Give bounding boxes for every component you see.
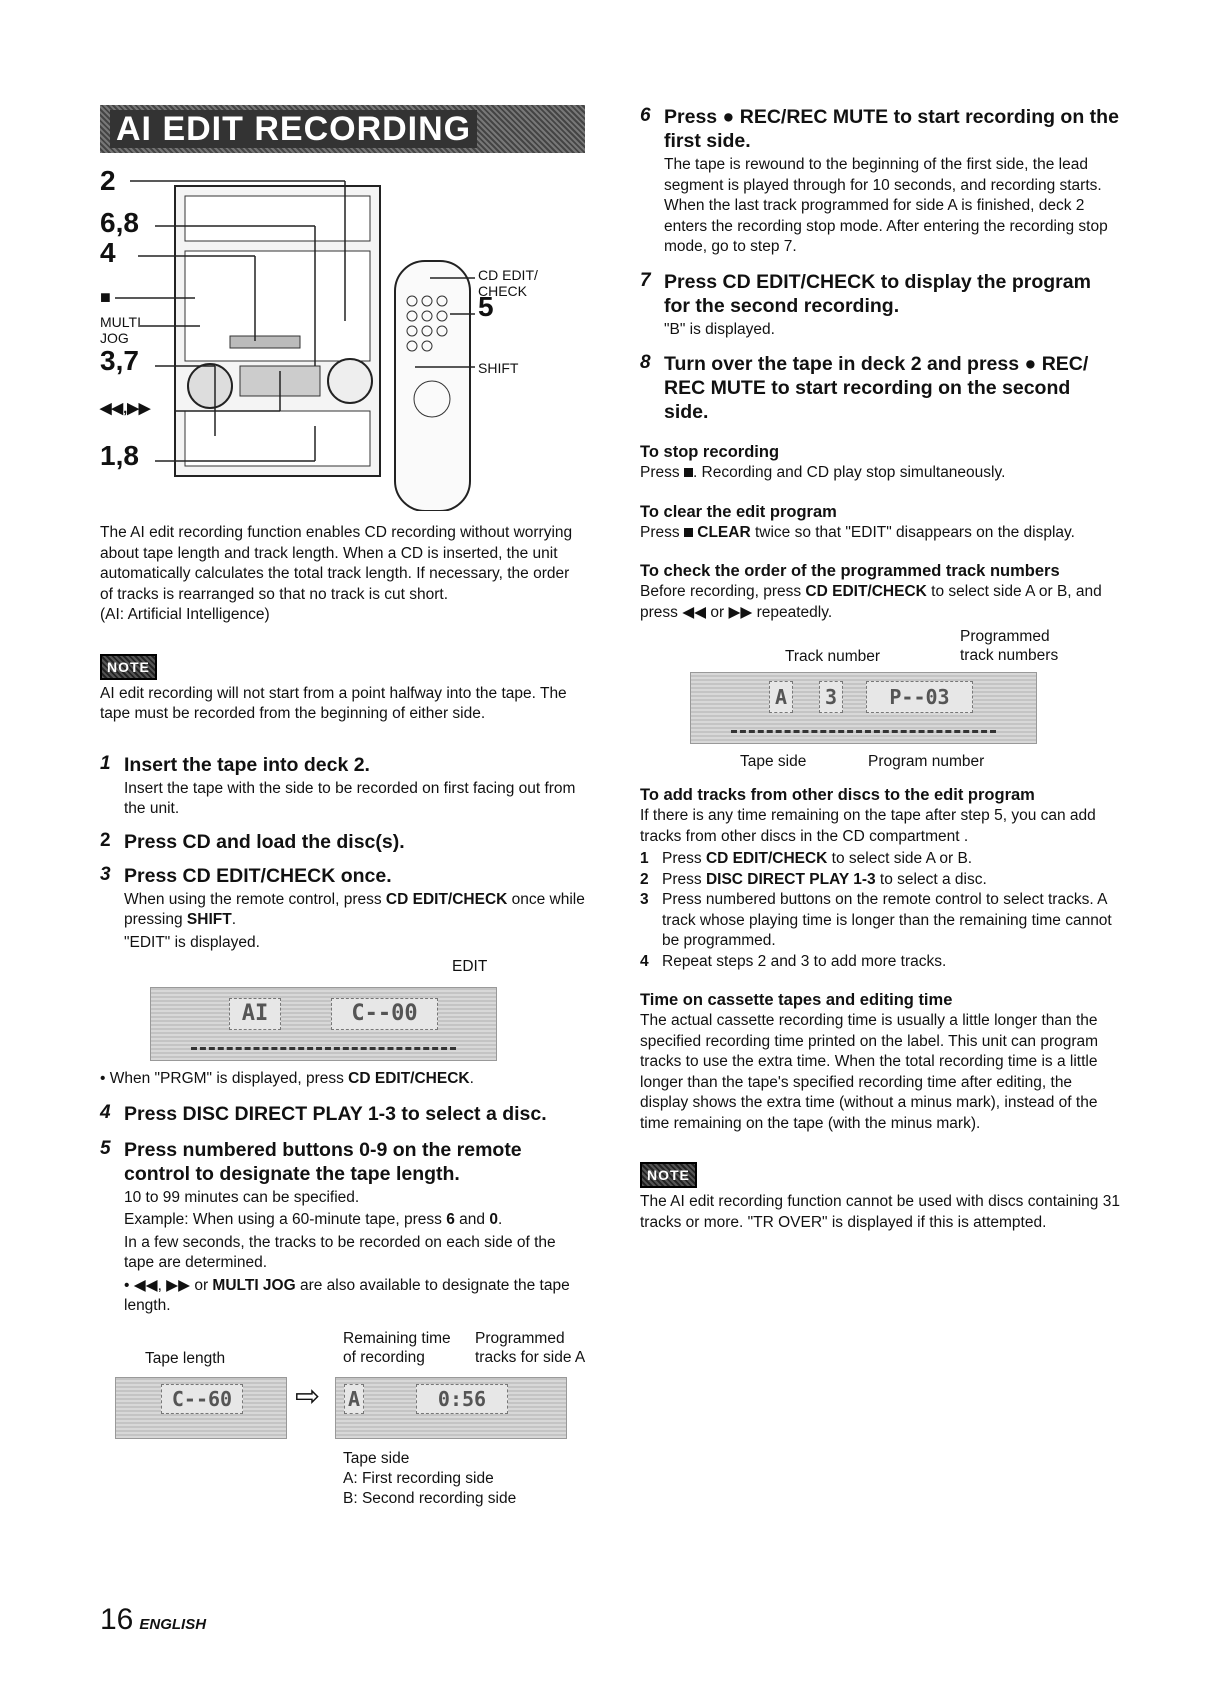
intro-abbrev: (AI: Artificial Intelligence)	[100, 606, 270, 623]
check-heading: To check the order of the programmed track numbers	[640, 562, 1060, 580]
step-number: 1	[100, 752, 111, 774]
note-2	[640, 1162, 1120, 1233]
callout-5: 5	[478, 291, 494, 322]
language-label: ENGLISH	[139, 1616, 207, 1633]
edit-label: EDIT	[452, 958, 488, 975]
lcd-side: A	[344, 1384, 364, 1414]
step-number: 3	[100, 863, 111, 885]
tape-length-label: Tape length	[145, 1349, 226, 1367]
note-badge: NOTE	[640, 1162, 697, 1188]
list-item: 3 Press numbered buttons on the remote control to select tracks. A track whose playing time is longer than the remaining time cannot be programmed.	[640, 891, 1112, 949]
step-3	[100, 864, 585, 954]
step-example: Example: When using a 60-minute tape, press 6 and 0.	[124, 1211, 503, 1228]
edit-lcd	[150, 987, 497, 1061]
track-number-label: Track number	[785, 648, 881, 665]
step-text: "B" is displayed.	[664, 320, 775, 338]
step-4	[100, 1102, 585, 1126]
step-title: Insert the tape into deck 2.	[124, 753, 370, 776]
callout-stop-icon: ■	[100, 287, 111, 307]
step-text-2: In a few seconds, the tracks to be recorded on each side of the tape are determined.	[124, 1233, 556, 1271]
step-title: Press CD and load the disc(s).	[124, 830, 405, 853]
note-badge: NOTE	[100, 654, 157, 680]
step-5	[100, 1138, 585, 1317]
list-item: 2 Press DISC DIRECT PLAY 1-3 to select a disc.	[640, 870, 987, 888]
list-item: 1 Press CD EDIT/CHECK to select side A or B.	[640, 850, 973, 867]
step-text-2: "EDIT" is displayed.	[124, 933, 260, 951]
stop-icon	[684, 528, 693, 537]
left-column	[100, 105, 585, 1519]
unit-diagram	[100, 165, 585, 511]
arrow-icon: ⇨	[295, 1379, 321, 1413]
stereo-unit-illustration	[100, 165, 585, 511]
clear-text: Press CLEAR twice so that "EDIT" disappears on the display.	[640, 523, 1075, 541]
step-text: Insert the tape with the side to be recorded on first facing out from the unit.	[124, 779, 576, 817]
page-banner: AI EDIT RECORDING	[100, 105, 585, 153]
stop-heading: To stop recording	[640, 443, 780, 461]
remaining-time-label: Remaining time of recording	[343, 1329, 451, 1366]
step-text: The tape is rewound to the beginning of the first side, the lead segment is played through for 10 seconds, and recording starts. When the last track programmed for side A is finished, deck 2 enters the recording stop mode. After entering the recording stop mode, go to step 7.	[664, 156, 1108, 255]
right-column	[640, 105, 1120, 1233]
callout-4: 4	[100, 237, 116, 268]
check-display-figure	[640, 627, 1120, 777]
page-number: 16	[100, 1603, 134, 1636]
side-b-label: B: Second recording side	[343, 1489, 517, 1507]
program-number-label: Program number	[868, 753, 985, 770]
callout-1-8: 1,8	[100, 440, 139, 471]
remaining-lcd	[335, 1377, 567, 1439]
programmed-track-numbers-label: Programmed track numbers	[960, 628, 1059, 664]
lcd-remaining-time: 0:56	[416, 1384, 508, 1414]
step-text: 10 to 99 minutes can be specified.	[124, 1188, 360, 1206]
cassette-heading: Time on cassette tapes and editing time	[640, 991, 953, 1009]
step-number: 8	[640, 352, 651, 373]
step-number: 7	[640, 269, 651, 291]
lcd-track: 3	[819, 681, 843, 713]
lcd-ai: AI	[229, 998, 281, 1030]
step-8	[640, 352, 1120, 424]
note-1-text: AI edit recording will not start from a point halfway into the tape. The tape must be recorded from the beginning of either side.	[100, 684, 567, 722]
callout-2: 2	[100, 165, 116, 196]
check-text: Before recording, press CD EDIT/CHECK to select side A or B, and press ◀◀ or ▶▶ repeatedly.	[640, 583, 1102, 621]
step-title: Turn over the tape in deck 2 and press ● REC/ REC MUTE to start recording on the second side.	[664, 353, 1089, 423]
step-2	[100, 830, 585, 854]
step-1	[100, 753, 585, 820]
lcd-program: P--03	[866, 681, 973, 713]
callout-6-8: 6,8	[100, 207, 139, 238]
tape-side-label: Tape side	[343, 1449, 410, 1467]
step-number: 4	[100, 1101, 111, 1123]
stop-icon	[684, 468, 693, 477]
step-title: Press ● REC/REC MUTE to start recording on the first side.	[664, 106, 1119, 152]
lcd-dashes	[731, 730, 996, 733]
note-2-text: The AI edit recording function cannot be used with discs containing 31 tracks or more. "TR OVER" is displayed if this is attempted.	[640, 1193, 1120, 1231]
step-7	[640, 270, 1120, 341]
step-3-bullet: • When "PRGM" is displayed, press CD EDIT/CHECK.	[100, 1070, 474, 1087]
intro-text: The AI edit recording function enables CD recording without worrying about tape length and track length. When a CD is inserted, the unit automatically calculates the total track length. If necessary, the order of tracks is rearranged so that no track is cut short.	[100, 524, 573, 603]
callout-multi-jog: MULTI JOG	[100, 314, 141, 346]
edit-display-figure	[100, 957, 585, 1069]
list-item: 4 Repeat steps 2 and 3 to add more tracks.	[640, 952, 947, 970]
clear-heading: To clear the edit program	[640, 502, 837, 521]
lcd-tape-length: C--00	[331, 998, 438, 1030]
page-footer	[100, 1603, 206, 1637]
callout-cd-edit-check: CD EDIT/ CHECK	[478, 267, 538, 299]
step-title: Press numbered buttons 0-9 on the remote control to designate the tape length.	[124, 1138, 522, 1185]
step-title: Press CD EDIT/CHECK once.	[124, 864, 392, 887]
note-1	[100, 654, 585, 725]
callout-skip-icons: ◀◀,▶▶	[100, 400, 151, 417]
tape-length-figure	[100, 1329, 585, 1519]
side-a-label: A: First recording side	[343, 1469, 494, 1487]
step-6	[640, 105, 1120, 258]
programmed-tracks-label: Programmed tracks for side A	[475, 1329, 586, 1366]
step-bullet: • ◀◀, ▶▶ or MULTI JOG are also available to designate the tape length.	[124, 1276, 570, 1314]
tape-side-label: Tape side	[740, 753, 807, 770]
stop-text: Press . Recording and CD play stop simultaneously.	[640, 464, 1006, 481]
step-title: Press DISC DIRECT PLAY 1-3 to select a disc.	[124, 1102, 547, 1125]
add-steps	[640, 849, 1120, 972]
step-number: 6	[640, 105, 651, 126]
lcd-tape-length: C--60	[161, 1384, 243, 1414]
step-text: When using the remote control, press CD EDIT/CHECK once while pressing SHIFT.	[124, 890, 585, 928]
add-intro: If there is any time remaining on the tape after step 5, you can add tracks from other discs in the CD compartment .	[640, 807, 1096, 845]
tape-length-lcd	[115, 1377, 287, 1439]
lcd-side: A	[769, 681, 793, 713]
callout-shift: SHIFT	[478, 360, 519, 376]
lcd-dashes	[191, 1047, 456, 1050]
callout-3-7: 3,7	[100, 345, 139, 376]
add-heading: To add tracks from other discs to the edit program	[640, 786, 1035, 804]
step-number: 2	[100, 829, 111, 851]
step-title: Press CD EDIT/CHECK to display the program for the second recording.	[664, 270, 1091, 317]
check-lcd	[690, 672, 1037, 744]
step-number: 5	[100, 1137, 111, 1159]
cassette-text: The actual cassette recording time is usually a little longer than the specified recording time printed on the label. This unit can program tracks to use the extra time. When the total recording time is a little longer than the tape's specified recording time after editing, the display shows the extra time (without a minus mark), instead of the time remaining on the tape (with the minus mark).	[640, 1012, 1099, 1132]
